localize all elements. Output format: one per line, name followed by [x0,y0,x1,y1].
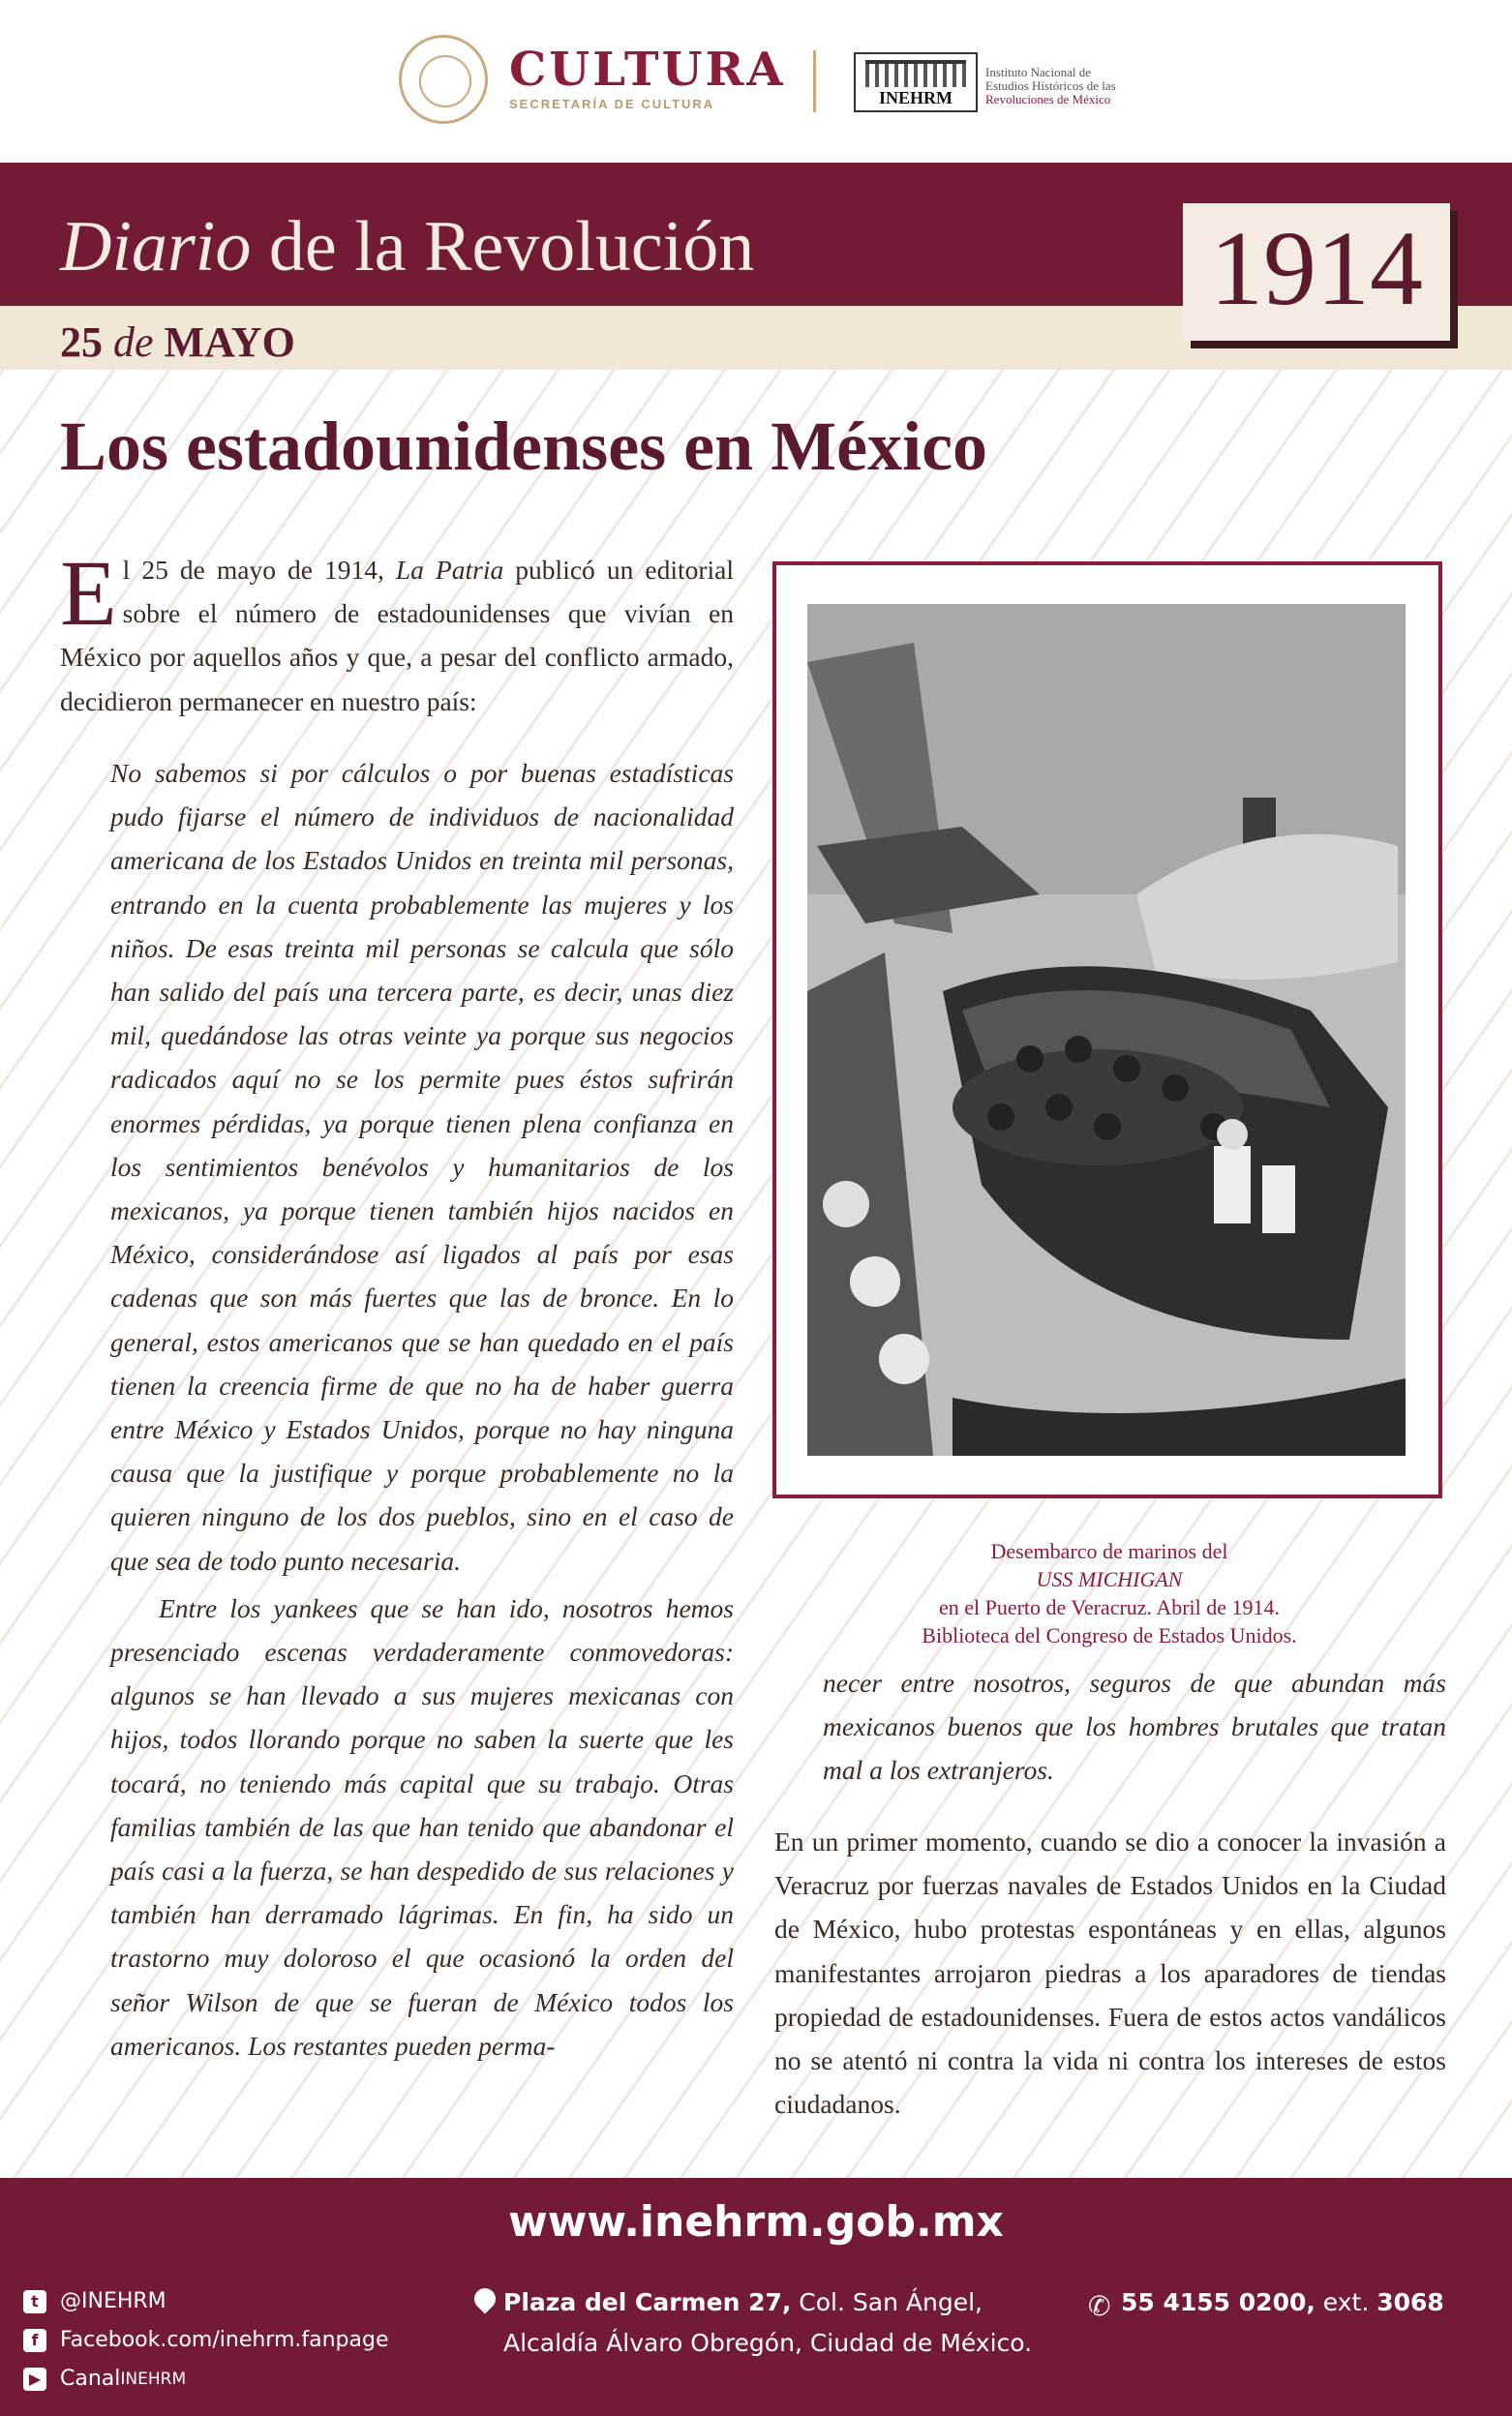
quote-paragraph-2: Entre los yankees que se han ido, nosotros hemos presenciado escenas verdaderamente conmovedoras: algunos se han llevado a sus mujeres mexicanas con hijos, todos llorando porque no saben la suerte que les tocará, no teniendo más capital que su trabajo. Otras familias también de las que han tenido que abandonar el país casi a la fuerza, se han despedido de sus relaciones y también han derramado lágrimas. En fin, ha sido un trastorno muy doloroso el que ocasionó la orden del señor Wilson de que se fueran de México todos los americanos. Los restantes pueden perma- [110,1592,734,2061]
institute-name [985,66,1116,106]
address-colonia: Col. San Ángel, [791,2288,983,2316]
inehrm-logo-text: INEHRM [879,88,953,107]
date-day: 25 [60,318,103,366]
newspaper-name: La Patria [395,555,504,585]
facebook-link[interactable] [23,2321,389,2360]
diary-title-italic: Diario [60,207,252,287]
building-icon [865,60,966,87]
youtube-link[interactable] [23,2360,389,2399]
facebook-icon: f [23,2329,46,2352]
social-links [23,2282,389,2399]
twitter-link[interactable] [23,2282,389,2321]
page-footer [0,2178,1512,2416]
address-line-1 [503,2282,1032,2323]
intro-text-b: publicó un editorial sobre el número de estadounidenses que vivían en México por aquellos años y que, a pesar del conflicto armado, decidieron permanecer en nuestro país: [60,555,734,716]
date-de: de [103,318,165,366]
ship-name: USS MICHIGAN [1036,1567,1183,1591]
website-link[interactable]: www.inehrm.gob.mx [508,2197,1004,2247]
sailors-boat-photo [807,604,1406,1456]
cultura-logo-subtitle: SECRETARÍA DE CULTURA [509,97,715,111]
institute-line: Estudios Históricos de las [985,78,1116,93]
caption-line-2: en el Puerto de Veracruz. Abril de 1914. [938,1595,1281,1619]
header-divider [813,50,816,112]
quote-paragraph-1: No sabemos si por cálculos o por buenas estadísticas pudo fijarse el número de individuos de nacionalidad americana de los Estados Unidos en treinta mil personas, entrando en la cuenta probablemente las mujeres y los niños. De esas treinta mil personas se calcula que sólo han salido del país una tercera parte, es decir, unas diez mil, quedándose las otras veinte ya porque sus negocios radicados aquí no se los permite pues éstos sufrirán enormes pérdidas, ya porque tienen plena confianza en los sentimientos benévolos y humanitarios de los mexicanos, ya porque tienen también hijos nacidos en México, considerándose así ligados al país por esas cadenas que son más fuertes que las de bronce. En lo general, estos americanos que se han quedado en el país tienen la creencia firme de que no ha de haber guerra entre México y Estados Unidos, porque no hay ninguna causa que la justifique y porque probablemente no la quieren ninguno de los dos pueblos, sino en el caso de que sea de todo punto necesaria. [110,758,734,1576]
institute-line: Instituto Nacional de [985,65,1092,79]
drop-cap: E [60,541,117,645]
intro-text-a: l 25 de mayo de 1914, [122,555,396,585]
diary-title [60,207,755,287]
caption-line-1 [774,1537,1444,1593]
intro-paragraph [60,541,734,723]
inehrm-logo [854,52,978,112]
phone-number: 55 4155 0200, [1121,2288,1315,2316]
twitter-handle: @INEHRM [60,2289,166,2313]
date-month: MAYO [164,318,295,366]
photo-caption [774,1537,1444,1649]
mexico-seal-icon [399,35,488,124]
institute-line: Revoluciones de México [985,92,1111,106]
phone-ext-label: ext. [1315,2288,1377,2316]
address [503,2282,1032,2364]
caption-line-3: Biblioteca del Congreso de Estados Unidos. [922,1623,1297,1647]
date-label [60,317,295,367]
youtube-channel: INEHRM [120,2370,187,2389]
editorial-quote [110,751,734,2068]
closing-paragraph: En un primer momento, cuando se dio a conocer la invasión a Veracruz por fuerzas navales de Estados Unidos en la Ciudad de México, hubo protestas espontáneas y en ellas, algunos manifestantes arrojaron piedras a los aparadores de tiendas propiedad de estadounidenses. Fuera de estos actos vandálicos no se atentó ni contra la vida ni contra los intereses de estos ciudadanos. [774,1827,1446,2120]
phone [1088,2282,1444,2323]
youtube-label: Canal [60,2367,121,2391]
address-street: Plaza del Carmen 27, [503,2288,792,2316]
article-title: Los estadounidenses en México [60,408,988,485]
address-line-2: Alcaldía Álvaro Obregón, Ciudad de México. [503,2329,1033,2357]
caption-text: Desembarco de marinos del [990,1539,1228,1563]
location-pin-icon [469,2283,499,2313]
year-label: 1914 [1210,209,1423,327]
phone-icon: ✆ [1088,2290,1111,2322]
quote-continuation: necer entre nosotros, seguros de que abundan más mexicanos buenos que los hombres brutales que tratan mal a los extranjeros. [823,1668,1446,1786]
twitter-icon: t [23,2290,46,2313]
youtube-icon: ▶ [23,2368,46,2391]
cultura-logo-text: CULTURA [509,43,786,97]
diary-title-rest: de la Revolución [251,207,755,287]
phone-ext-number: 3068 [1376,2288,1444,2316]
facebook-url: Facebook.com/inehrm.fanpage [60,2328,389,2352]
